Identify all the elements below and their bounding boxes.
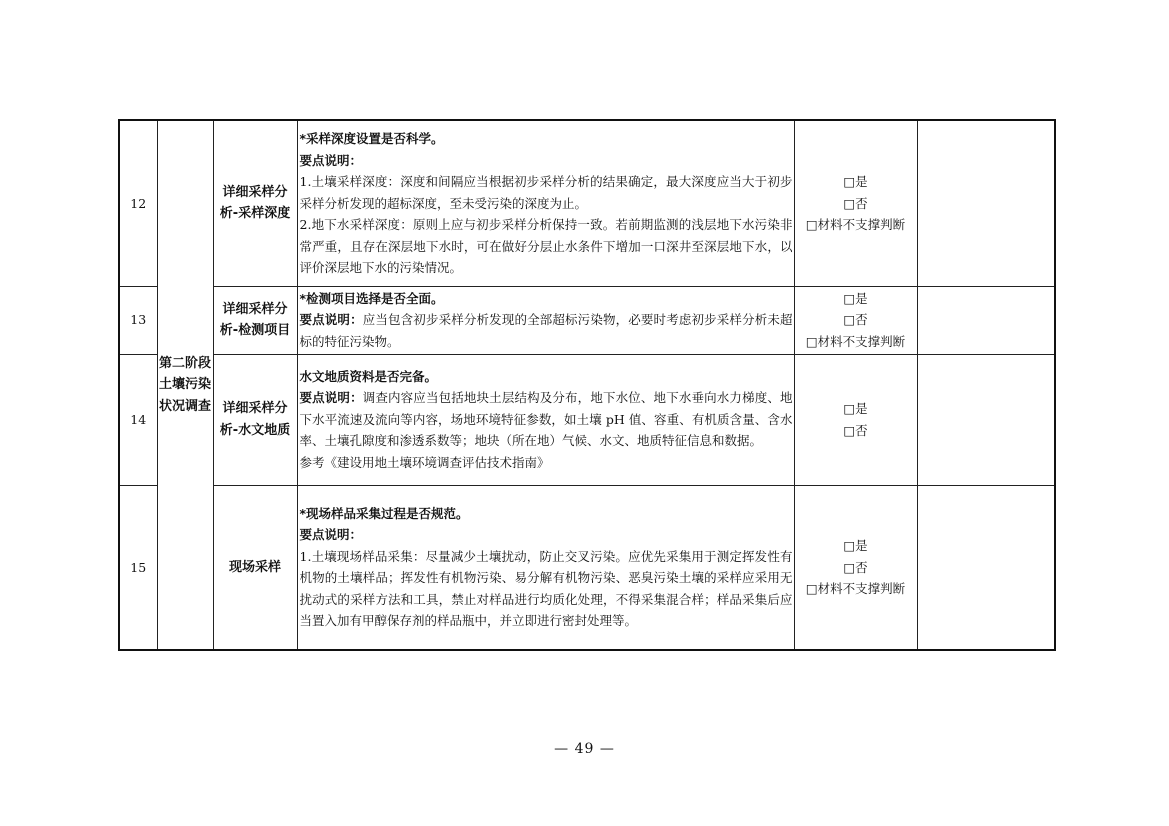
option-no-checkbox[interactable]: □否 bbox=[843, 312, 868, 328]
judgement-options bbox=[794, 485, 917, 650]
check-content bbox=[297, 354, 794, 485]
option-insufficient-checkbox[interactable]: □材料不支撑判断 bbox=[805, 581, 906, 596]
table-row bbox=[119, 286, 1055, 354]
check-item-title: 现场采样 bbox=[213, 485, 297, 650]
remark-cell[interactable] bbox=[917, 485, 1055, 650]
check-item-title: 详细采样分析-检测项目 bbox=[213, 286, 297, 354]
check-question: *检测项目选择是否全面。 bbox=[299, 290, 444, 306]
review-table-container bbox=[118, 119, 1054, 651]
option-yes-checkbox[interactable]: □是 bbox=[843, 538, 868, 553]
key-point-text: 应当包含初步采样分析发现的全部超标污染物，必要时考虑初步采样分析未超标的特征污染物。 bbox=[299, 312, 793, 349]
remark-cell[interactable] bbox=[917, 120, 1055, 286]
table-row bbox=[119, 120, 1055, 286]
judgement-options bbox=[794, 286, 917, 354]
option-yes-checkbox[interactable]: □是 bbox=[843, 290, 868, 306]
check-content bbox=[297, 286, 794, 354]
key-point-text: 调查内容应当包括地块土层结构及分布，地下水位、地下水垂向水力梯度、地下水平流速及流向等内容，场地环境特征参数，如土壤 pH 值、容重、有机质含量、含水率、土壤孔隙度和渗透系数等；地块（所在地）气候、水文、地质特征信息和数据。 bbox=[299, 390, 793, 449]
key-point-paragraph: 1.土壤采样深度：深度和间隔应当根据初步采样分析的结果确定，最大深度应当大于初步采样分析发现的超标深度，至未受污染的深度为止。 bbox=[299, 174, 793, 211]
option-yes-checkbox[interactable]: □是 bbox=[843, 174, 868, 189]
table-row bbox=[119, 485, 1055, 650]
check-question: *采样深度设置是否科学。 bbox=[299, 131, 444, 146]
judgement-options bbox=[794, 120, 917, 286]
option-insufficient-checkbox[interactable]: □材料不支撑判断 bbox=[805, 333, 906, 349]
remark-cell[interactable] bbox=[917, 286, 1055, 354]
key-points-label: 要点说明： bbox=[299, 390, 363, 406]
key-point-paragraph: 1.土壤现场样品采集：尽量减少土壤扰动，防止交叉污染。应优先采集用于测定挥发性有机物的土壤样品；挥发性有机物污染、易分解有机物污染、恶臭污染土壤的采样应采用无扰动式的采样方法和工具，禁止对样品进行均质化处理，不得采集混合样；样品采集后应当置入加有甲醇保存剂的样品瓶中，并立即进行密封处理等。 bbox=[299, 548, 793, 629]
option-no-checkbox[interactable]: □否 bbox=[843, 559, 868, 575]
key-points-label: 要点说明： bbox=[299, 527, 363, 543]
key-points-label: 要点说明： bbox=[299, 312, 363, 328]
row-number: 15 bbox=[119, 485, 157, 650]
key-points-label: 要点说明： bbox=[299, 152, 363, 168]
row-number: 14 bbox=[119, 354, 157, 485]
check-content bbox=[297, 120, 794, 286]
check-question: 水文地质资料是否完备。 bbox=[299, 368, 438, 384]
stage-label: 第二阶段土壤污染状况调查 bbox=[157, 120, 213, 650]
reference-note: 参考《建设用地土壤环境调查评估技术指南》 bbox=[299, 454, 550, 470]
review-checklist-table bbox=[118, 119, 1056, 651]
remark-cell[interactable] bbox=[917, 354, 1055, 485]
check-item-title: 详细采样分析-采样深度 bbox=[213, 120, 297, 286]
page-number: — 49 — bbox=[554, 741, 615, 757]
option-insufficient-checkbox[interactable]: □材料不支撑判断 bbox=[805, 217, 906, 232]
key-point-paragraph: 2.地下水采样深度：原则上应与初步采样分析保持一致。若前期监测的浅层地下水污染非常严重，且存在深层地下水时，可在做好分层止水条件下增加一口深井至深层地下水，以评价深层地下水的污染情况。 bbox=[299, 217, 793, 275]
option-yes-checkbox[interactable]: □是 bbox=[843, 401, 868, 416]
option-no-checkbox[interactable]: □否 bbox=[843, 422, 868, 438]
option-no-checkbox[interactable]: □否 bbox=[843, 195, 868, 211]
table-row bbox=[119, 354, 1055, 485]
check-content bbox=[297, 485, 794, 650]
check-item-title: 详细采样分析-水文地质 bbox=[213, 354, 297, 485]
row-number: 13 bbox=[119, 286, 157, 354]
row-number: 12 bbox=[119, 120, 157, 286]
judgement-options bbox=[794, 354, 917, 485]
check-question: *现场样品采集过程是否规范。 bbox=[299, 505, 469, 521]
